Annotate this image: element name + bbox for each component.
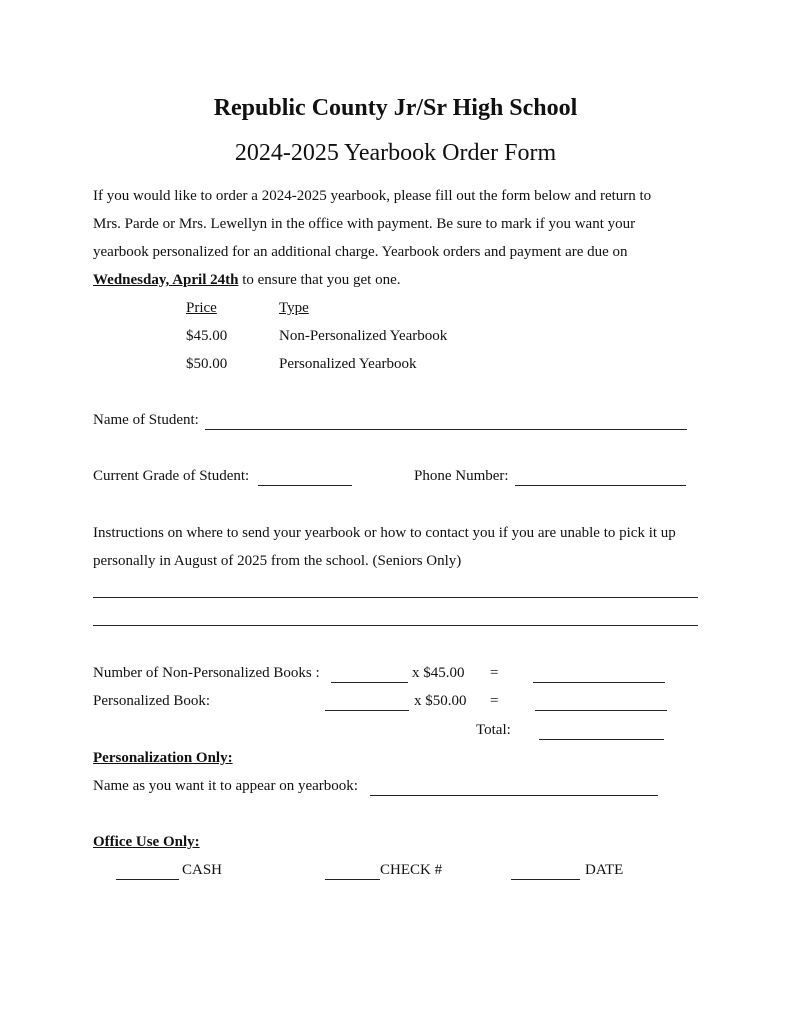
- instructions-line-1: Instructions on where to send your yearbook or how to contact you if you are unable to pick it up: [93, 525, 676, 541]
- phone-field[interactable]: [515, 485, 686, 486]
- grade-label: Current Grade of Student:: [93, 468, 250, 484]
- due-date: Wednesday, April 24th: [93, 272, 239, 288]
- equals-sign-2: =: [490, 693, 499, 709]
- personalized-amount-field[interactable]: [535, 710, 667, 711]
- intro-line-2: Mrs. Parde or Mrs. Lewellyn in the office with payment. Be sure to mark if you want your: [93, 216, 636, 232]
- personalized-price: x $50.00: [414, 693, 467, 709]
- intro-line-1: If you would like to order a 2024-2025 yearbook, please fill out the form below and return to: [93, 188, 652, 204]
- price-header: Price: [186, 300, 217, 316]
- total-label: Total:: [476, 722, 511, 738]
- non-personalized-label: Number of Non-Personalized Books :: [93, 665, 320, 681]
- student-name-label: Name of Student:: [93, 412, 199, 428]
- personalization-name-label: Name as you want it to appear on yearbook:: [93, 778, 358, 794]
- personalized-qty-field[interactable]: [325, 710, 409, 711]
- cash-label: CASH: [182, 862, 223, 878]
- price-row-2-price: $50.00: [186, 356, 228, 372]
- instructions-field-line-2[interactable]: [93, 625, 698, 626]
- check-label: CHECK #: [380, 862, 443, 878]
- price-row-1-type: Non-Personalized Yearbook: [279, 328, 448, 344]
- student-name-field[interactable]: [205, 429, 687, 430]
- personalization-heading: Personalization Only:: [93, 750, 233, 766]
- intro-line-4: [93, 272, 401, 289]
- grade-field[interactable]: [258, 485, 352, 486]
- phone-label: Phone Number:: [414, 468, 509, 484]
- price-row-2-type: Personalized Yearbook: [279, 356, 417, 372]
- total-field[interactable]: [539, 739, 664, 740]
- intro-line-4-rest: to ensure that you get one.: [238, 272, 401, 288]
- non-personalized-amount-field[interactable]: [533, 682, 665, 683]
- type-header: Type: [279, 300, 309, 316]
- date-field[interactable]: [511, 879, 580, 880]
- personalization-name-field[interactable]: [370, 795, 658, 796]
- personalized-label: Personalized Book:: [93, 693, 211, 709]
- check-field[interactable]: [325, 879, 380, 880]
- office-heading: Office Use Only:: [93, 834, 200, 850]
- non-personalized-price: x $45.00: [412, 665, 465, 681]
- price-row-1-price: $45.00: [186, 328, 228, 344]
- instructions-line-2: personally in August of 2025 from the school. (Seniors Only): [93, 553, 462, 569]
- instructions-field-line-1[interactable]: [93, 597, 698, 598]
- cash-field[interactable]: [116, 879, 179, 880]
- non-personalized-qty-field[interactable]: [331, 682, 408, 683]
- school-name: Republic County Jr/Sr High School: [213, 95, 578, 121]
- equals-sign-1: =: [490, 665, 499, 681]
- intro-line-3: yearbook personalized for an additional charge. Yearbook orders and payment are due on: [93, 244, 628, 260]
- date-label: DATE: [585, 862, 624, 878]
- form-title: 2024-2025 Yearbook Order Form: [234, 140, 557, 166]
